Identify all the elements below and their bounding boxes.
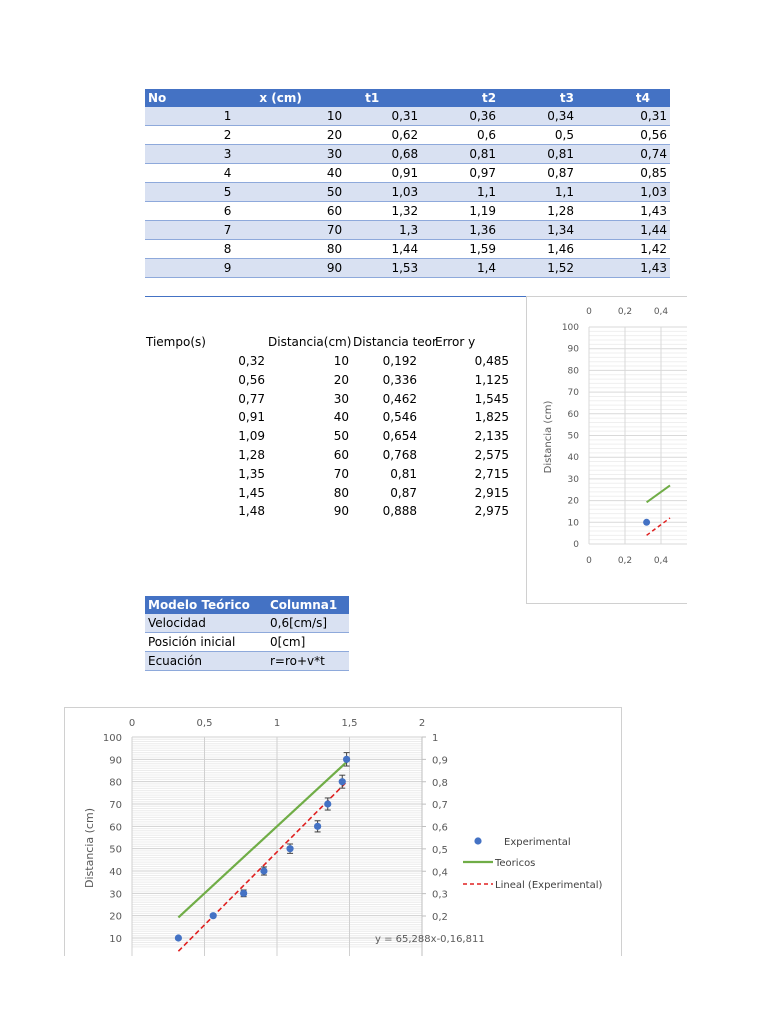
table-cell: 1,1 — [499, 183, 577, 202]
y-tick-right: 0,5 — [432, 844, 448, 856]
x-tick-top: 1 — [273, 718, 281, 729]
time-table-cell: 2,975 — [474, 504, 509, 519]
data-point — [339, 778, 346, 785]
table-cell: 2 — [145, 126, 234, 145]
y-tick-right: 0,6 — [432, 822, 448, 834]
data-point — [343, 756, 350, 763]
table-cell: 1,59 — [421, 240, 499, 259]
header-distancia-teor: Distancia teor — [353, 335, 437, 349]
model-row — [145, 633, 349, 652]
model-row — [145, 652, 349, 671]
header-tiempo: Tiempo(s) — [146, 335, 206, 349]
y-tick: 10 — [567, 518, 579, 529]
table-cell: 0,31 — [577, 107, 670, 126]
x-tick-top: 0 — [128, 718, 136, 729]
y-tick-left: 50 — [109, 844, 122, 856]
time-table-cell: 1,48 — [238, 504, 265, 519]
header-no: No — [145, 89, 234, 107]
time-table-cell: 0,192 — [382, 354, 417, 368]
time-table-cell: 0,546 — [382, 410, 417, 425]
table-row — [145, 259, 670, 278]
y-tick: 20 — [567, 496, 579, 507]
table-cell: 0,34 — [499, 107, 577, 126]
table-row — [145, 202, 670, 221]
table-row — [145, 164, 670, 183]
y-axis-label: Distancia (cm) — [83, 808, 96, 888]
time-table-cell: 1,125 — [474, 372, 509, 387]
y-tick: 100 — [561, 323, 579, 333]
model-cell: Ecuación — [145, 652, 267, 671]
model-cell: r=ro+v*t — [267, 652, 349, 671]
x-tick-bottom: 0,4 — [653, 556, 669, 566]
time-table-cell: 0,654 — [382, 429, 417, 444]
table-cell: 1,46 — [499, 240, 577, 259]
table-row-empty — [145, 278, 670, 297]
table-cell: 0,68 — [345, 145, 421, 164]
model-cell: 0,6[cm/s] — [267, 614, 349, 633]
header-t2: t2 — [421, 89, 499, 107]
chart-main-svg — [65, 708, 621, 956]
time-table-cell: 2,575 — [474, 448, 509, 462]
time-table-cell: 2,135 — [474, 429, 509, 444]
model-cell: 0[cm] — [267, 633, 349, 652]
time-table-cell: 2,715 — [474, 466, 509, 481]
table-cell: 70 — [234, 221, 345, 240]
data-point — [210, 912, 217, 919]
table-cell: 20 — [234, 126, 345, 145]
time-table-cell: 10 — [333, 354, 349, 368]
y-tick-left: 70 — [109, 800, 122, 811]
data-point — [314, 823, 321, 830]
header-distancia: Distancia(cm) — [268, 335, 352, 349]
table-cell: 40 — [234, 164, 345, 183]
y-tick-left: 100 — [102, 733, 122, 744]
x-tick-top: 2 — [418, 718, 426, 729]
time-table-cell: 70 — [333, 466, 349, 481]
y-tick-right: 0,4 — [432, 867, 448, 879]
y-tick-right: 0,3 — [432, 889, 448, 901]
time-table-cell: 40 — [333, 410, 349, 425]
x-tick-top: 0,5 — [196, 718, 213, 729]
header-columna1: Columna1 — [267, 596, 349, 614]
y-tick: 30 — [567, 474, 579, 485]
table-cell: 1,44 — [577, 221, 670, 240]
table-cell: 1 — [145, 107, 234, 126]
table-cell: 1,4 — [421, 259, 499, 278]
time-table-cell: 2,915 — [474, 485, 509, 500]
table-cell: 50 — [234, 183, 345, 202]
data-point — [286, 845, 293, 852]
table-cell: 1,03 — [345, 183, 421, 202]
y-tick-left: 30 — [109, 889, 122, 901]
time-table-cell: 50 — [333, 429, 349, 444]
x-tick-top: 0,2 — [617, 307, 633, 317]
table-cell: 0,91 — [345, 164, 421, 183]
x-tick-top: 0,4 — [653, 307, 669, 317]
time-table-cell: 60 — [333, 448, 349, 462]
time-table-cell: 20 — [333, 372, 349, 387]
header-t1: t1 — [345, 89, 421, 107]
data-point — [240, 890, 247, 897]
y-tick-left: 90 — [109, 755, 122, 767]
table-cell: 1,28 — [499, 202, 577, 221]
table-cell: 1,32 — [345, 202, 421, 221]
table-cell: 10 — [234, 107, 345, 126]
time-table-cell: 1,825 — [474, 410, 509, 425]
time-table-cell: 80 — [333, 485, 349, 500]
data-point — [260, 867, 267, 874]
chart-small-svg — [527, 297, 687, 603]
y-tick-left: 80 — [109, 777, 122, 789]
table-cell: 1,42 — [577, 240, 670, 259]
table-cell: 1,53 — [345, 259, 421, 278]
table-cell: 1,34 — [499, 221, 577, 240]
time-table-cell: 0,768 — [382, 448, 417, 462]
y-tick-right: 0,2 — [432, 912, 448, 923]
legend-label-teoricos: Teoricos — [495, 858, 536, 869]
header-x: x (cm) — [234, 89, 345, 107]
legend-marker-experimental — [474, 837, 481, 844]
table-cell: 1,43 — [577, 202, 670, 221]
table-row — [145, 221, 670, 240]
time-table-cell: 0,32 — [238, 354, 265, 368]
x-tick-bottom: 0 — [586, 556, 592, 566]
table-cell: 9 — [145, 259, 234, 278]
y-tick-right: 0,8 — [432, 777, 448, 789]
header-error-y: Error y — [435, 335, 476, 349]
data-point — [324, 800, 331, 807]
measurements-table — [145, 89, 670, 297]
x-tick-top: 0 — [586, 307, 592, 317]
time-table-cell: 0,91 — [238, 410, 265, 425]
trendline-equation: y = 65,288x-0,16,811 — [375, 934, 485, 945]
chart-main — [64, 707, 622, 956]
table-row — [145, 183, 670, 202]
legend-label-experimental: Experimental — [504, 837, 571, 848]
y-tick-right: 0,7 — [432, 800, 448, 812]
chart-small — [526, 296, 687, 604]
table-cell: 1,36 — [421, 221, 499, 240]
model-row — [145, 614, 349, 633]
table-cell: 0,5 — [499, 126, 577, 145]
table-cell: 5 — [145, 183, 234, 202]
y-tick-right: 1 — [432, 733, 439, 744]
table-cell: 7 — [145, 221, 234, 240]
table-cell: 0,56 — [577, 126, 670, 145]
x-tick-top: 1,5 — [341, 718, 358, 729]
table-cell: 1,1 — [421, 183, 499, 202]
table-cell: 0,62 — [345, 126, 421, 145]
y-tick: 50 — [567, 431, 579, 442]
y-tick-right: 0,9 — [432, 755, 448, 767]
time-table-cell: 0,336 — [382, 372, 417, 387]
y-tick-left: 10 — [109, 934, 122, 945]
time-table-cell: 1,545 — [474, 391, 509, 406]
header-t3: t3 — [499, 89, 577, 107]
table-cell: 0,31 — [345, 107, 421, 126]
table-cell: 1,52 — [499, 259, 577, 278]
y-tick: 70 — [567, 388, 579, 399]
time-table-cell: 0,87 — [390, 485, 417, 500]
time-table-cell: 0,81 — [390, 466, 417, 481]
time-table-cell: 0,485 — [474, 354, 509, 368]
table-cell: 4 — [145, 164, 234, 183]
table-cell: 6 — [145, 202, 234, 221]
y-axis-label: Distancia (cm) — [543, 400, 554, 474]
table-cell: 0,85 — [577, 164, 670, 183]
y-tick: 0 — [573, 540, 579, 550]
table-cell: 0,81 — [499, 145, 577, 164]
table-cell: 0,6 — [421, 126, 499, 145]
time-table-cell: 0,77 — [238, 391, 265, 406]
time-table-cell: 1,35 — [238, 466, 265, 481]
table-row — [145, 145, 670, 164]
y-tick: 60 — [567, 409, 579, 420]
data-point — [175, 934, 182, 941]
table-cell: 0,36 — [421, 107, 499, 126]
table-cell: 3 — [145, 145, 234, 164]
table-cell: 1,3 — [345, 221, 421, 240]
table-cell: 0,81 — [421, 145, 499, 164]
table-cell: 90 — [234, 259, 345, 278]
time-table-cell: 90 — [333, 504, 349, 519]
table-cell: 0,74 — [577, 145, 670, 164]
legend-label-lineal: Lineal (Experimental) — [495, 880, 603, 891]
time-table-cell: 1,45 — [238, 485, 265, 500]
table-row — [145, 126, 670, 145]
table-cell: 60 — [234, 202, 345, 221]
table-cell: 1,03 — [577, 183, 670, 202]
model-table — [145, 596, 349, 671]
time-table-cell: 1,09 — [238, 429, 265, 444]
table-row — [145, 240, 670, 259]
x-tick-bottom: 0,2 — [617, 556, 633, 566]
table-cell: 0,87 — [499, 164, 577, 183]
table-cell: 1,44 — [345, 240, 421, 259]
table-cell: 80 — [234, 240, 345, 259]
y-tick-left: 60 — [109, 822, 122, 834]
model-cell: Velocidad — [145, 614, 267, 633]
y-tick-left: 40 — [109, 867, 122, 878]
y-tick: 90 — [567, 344, 579, 355]
time-table-cell: 0,888 — [382, 504, 417, 519]
table-cell: 1,43 — [577, 259, 670, 278]
header-modelo: Modelo Teórico — [145, 596, 267, 614]
table-row — [145, 107, 670, 126]
model-cell: Posición inicial — [145, 633, 267, 652]
header-t4: t4 — [577, 89, 670, 107]
table-header-row — [145, 89, 670, 107]
table-cell: 1,19 — [421, 202, 499, 221]
time-table-cell: 30 — [333, 391, 349, 406]
data-point — [643, 519, 650, 526]
time-table-cell: 1,28 — [238, 448, 265, 462]
time-table-cell: 0,56 — [238, 372, 265, 387]
time-table-cell: 0,462 — [382, 391, 417, 406]
y-tick-left: 20 — [109, 911, 122, 923]
table-cell: 0,97 — [421, 164, 499, 183]
table-cell: 30 — [234, 145, 345, 164]
y-tick: 80 — [567, 366, 579, 377]
table-cell: 8 — [145, 240, 234, 259]
y-tick: 40 — [567, 453, 579, 464]
